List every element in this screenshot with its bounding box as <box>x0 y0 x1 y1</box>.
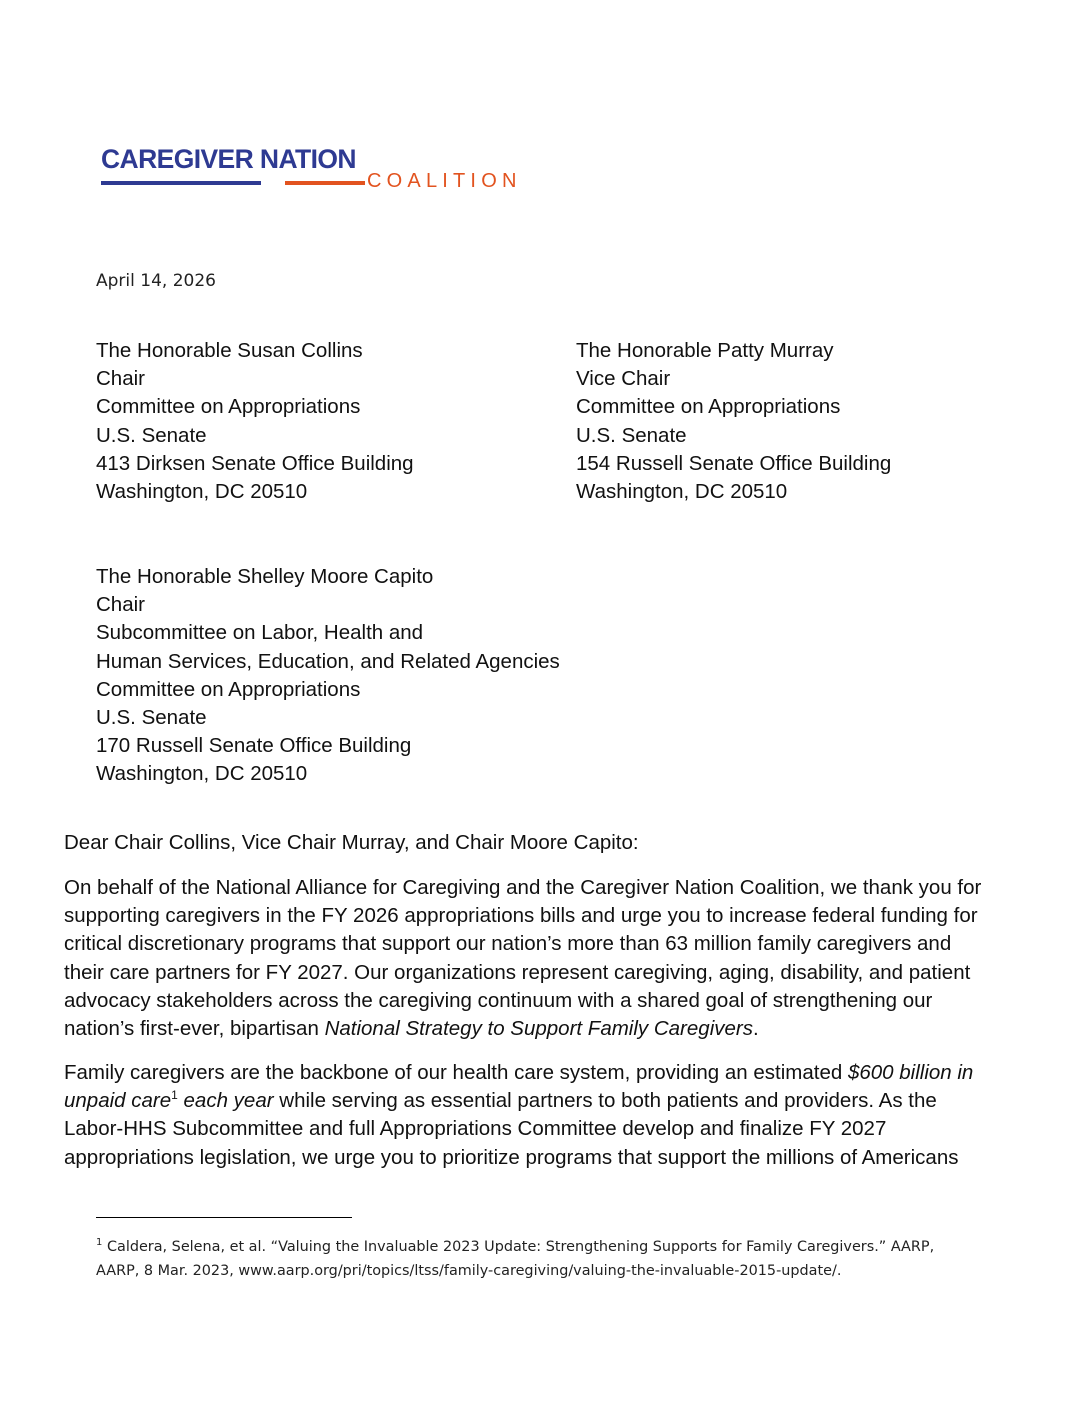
text-run: nation’s first-ever, bipartisan <box>64 1016 325 1040</box>
logo-top-text: CAREGIVER NATION <box>101 144 356 174</box>
recipient-name: The Honorable Susan Collins <box>96 339 363 362</box>
paragraph-line: Labor-HHS Subcommittee and full Appropriations Committee develop and finalize FY 2027 <box>64 1117 887 1141</box>
recipient-committee: Committee on Appropriations <box>96 395 361 419</box>
text-run: while serving as essential partners to both patients and providers. As the <box>273 1089 937 1113</box>
text-run: . <box>752 1016 759 1040</box>
recipient-office: 154 Russell Senate Office Building <box>576 451 892 475</box>
emphasis-text: $600 billion in <box>847 1061 974 1084</box>
footnote-reference: 1 <box>171 1088 178 1103</box>
logo-orange-bar <box>285 181 365 185</box>
paragraph-line: advocacy stakeholders across the caregiving continuum with a shared goal of strengthening our <box>64 988 933 1012</box>
footnote-text: Caldera, Selena, et al. “Valuing the Invaluable 2023 Update: Strengthening Supports for Family Caregivers.” AARP, <box>102 1239 935 1255</box>
recipient-committee: Committee on Appropriations <box>576 395 841 419</box>
recipient-address-collins <box>96 337 414 506</box>
recipient-subcommittee-line1: Subcommittee on Labor, Health and <box>96 621 424 645</box>
paragraph-line: critical discretionary programs that support our nation’s more than 63 million family caregivers and <box>64 932 952 956</box>
paragraph-line <box>64 1059 1044 1087</box>
recipient-city: Washington, DC 20510 <box>96 479 308 503</box>
recipient-title: Chair <box>96 367 145 391</box>
footnote-divider <box>96 1217 352 1218</box>
recipient-body: U.S. Senate <box>96 705 207 729</box>
recipient-body: U.S. Senate <box>576 423 687 447</box>
recipient-committee: Committee on Appropriations <box>96 677 361 701</box>
logo-bottom-text: COALITION <box>367 170 522 192</box>
recipient-office: 170 Russell Senate Office Building <box>96 734 412 758</box>
footnote-number: 1 <box>96 1237 103 1249</box>
footnote <box>96 1235 934 1283</box>
paragraph-line <box>64 1015 1044 1043</box>
paragraph-line: On behalf of the National Alliance for Caregiving and the Caregiver Nation Coalition, we thank you for <box>64 876 982 899</box>
paragraph-line: their care partners for FY 2027. Our organizations represent caregiving, aging, disability, and patient <box>64 960 971 984</box>
letter-date: April 14, 2026 <box>96 271 216 291</box>
recipient-address-capito <box>96 563 560 789</box>
footnote-line: AARP, 8 Mar. 2023, www.aarp.org/pri/topics/ltss/family-caregiving/valuing-the-invaluable-2015-update/. <box>96 1263 842 1279</box>
recipient-office: 413 Dirksen Senate Office Building <box>96 451 414 475</box>
salutation: Dear Chair Collins, Vice Chair Murray, and Chair Moore Capito: <box>64 831 639 854</box>
strategy-title: National Strategy to Support Family Caregivers <box>324 1016 753 1040</box>
paragraph-line: supporting caregivers in the FY 2026 appropriations bills and urge you to increase federal funding for <box>64 904 978 928</box>
emphasis-text: unpaid care <box>64 1089 172 1113</box>
footnote-line <box>96 1235 934 1259</box>
recipient-city: Washington, DC 20510 <box>576 479 788 503</box>
recipient-address-murray <box>576 337 891 506</box>
recipient-name: The Honorable Patty Murray <box>576 339 834 362</box>
recipient-subcommittee-line2: Human Services, Education, and Related Agencies <box>96 649 560 673</box>
recipient-name: The Honorable Shelley Moore Capito <box>96 565 434 588</box>
text-run: Family caregivers are the backbone of our health care system, providing an estimated <box>64 1061 848 1084</box>
paragraph-line <box>64 1087 1044 1115</box>
emphasis-text: each year <box>177 1089 274 1113</box>
recipient-city: Washington, DC 20510 <box>96 762 308 786</box>
paragraph-line: appropriations legislation, we urge you to prioritize programs that support the millions of Americans <box>64 1145 959 1169</box>
paragraph-intro <box>64 874 1044 1043</box>
recipient-title: Chair <box>96 593 145 617</box>
caregiver-nation-logo <box>101 144 522 200</box>
paragraph-backbone <box>64 1059 1044 1172</box>
recipient-body: U.S. Senate <box>96 423 207 447</box>
recipient-title: Vice Chair <box>576 367 671 391</box>
logo-blue-bar <box>101 181 261 185</box>
